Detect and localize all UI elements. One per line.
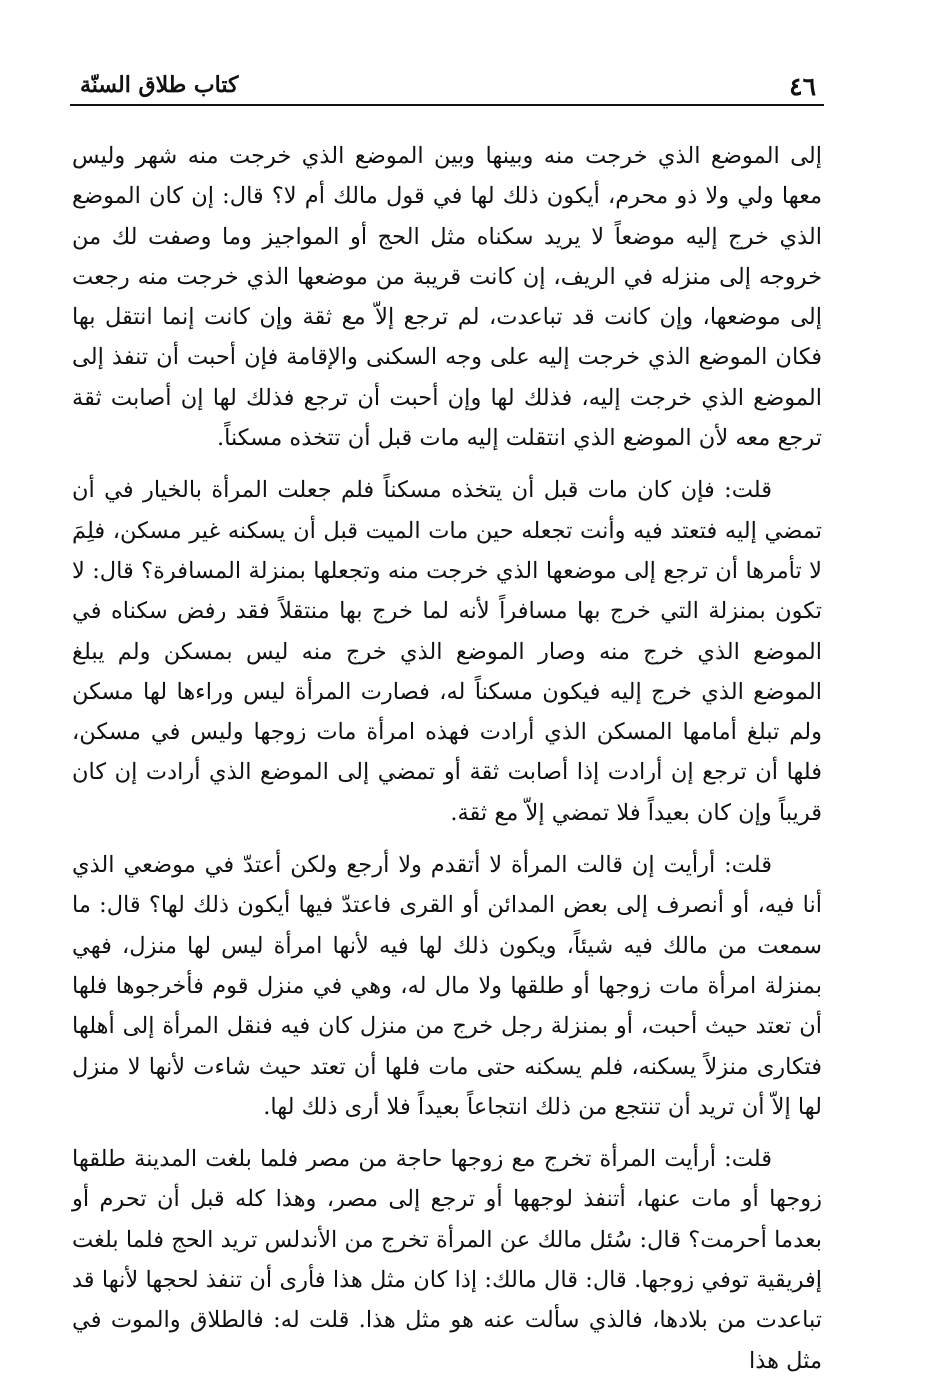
page-body bbox=[70, 136, 824, 1381]
paragraph: إلى الموضع الذي خرجت منه وبينها وبين الموضع الذي خرجت منه شهر وليس معها ولي ولا ذو محرم، أيكون ذلك لها في قول مالك أم لا؟ قال: إن كان الموضع الذي خرج إليه موضعاً لا يريد سكناه مثل الحج أو المواجيز وما وصفت لك من خروجه إلى منزله في الريف، إن كانت قريبة من موضعها الذي خرجت منه رجعت إلى موضعها، وإن كانت قد تباعدت، لم ترجع إلاّ مع ثقة وإن كانت إنما انتقل بها فكان الموضع الذي خرجت إليه على وجه السكنى والإقامة فإن أحبت أن تنفذ إلى الموضع الذي خرجت إليه، فذلك لها وإن أحبت أن ترجع فذلك لها إن أصابت ثقة ترجع معه لأن الموضع الذي انتقلت إليه مات قبل أن تتخذه مسكناً. bbox=[72, 143, 822, 452]
page-header bbox=[70, 56, 824, 106]
paragraph: قلت: أرأيت المرأة تخرج مع زوجها حاجة من مصر فلما بلغت المدينة طلقها زوجها أو مات عنها، أتنفذ لوجهها أو ترجع إلى مصر، وهذا كله قبل أن تحرم أو بعدما أحرمت؟ قال: سُئل مالك عن المرأة تخرج من الأندلس تريد الحج فلما بلغت إفريقية توفي زوجها. قال: قال مالك: إذا كان مثل هذا فأرى أن تنفذ لحجها لأنها قد تباعدت من بلادها، فالذي سألت عنه هو مثل هذا. قلت له: فالطلاق والموت في مثل هذا bbox=[72, 1146, 822, 1374]
running-title: كتاب طلاق السنّة bbox=[80, 72, 239, 98]
page-number: ٤٦ bbox=[789, 72, 816, 101]
paragraph: قلت: فإن كان مات قبل أن يتخذه مسكناً فلم جعلت المرأة بالخيار في أن تمضي إليه فتعتد فيه وأنت تجعله حين مات الميت قبل أن يسكنه غير مسكن، فلِمَ لا تأمرها أن ترجع إلى موضعها الذي خرجت منه وتجعلها بمنزلة المسافرة؟ قال: لا تكون بمنزلة التي خرج بها مسافراً لأنه لما خرج بها منتقلاً فقد رفض سكناه في الموضع الذي خرج منه وصار الموضع الذي خرج منه ليس بمسكن ولم يبلغ الموضع الذي خرج إليه فيكون مسكناً له، فصارت المرأة ليس وراءها لها مسكن ولم تبلغ أمامها المسكن الذي أرادت فهذه امرأة مات زوجها وليس في مسكن، فلها أن ترجع إن أرادت إذا أصابت ثقة أو تمضي إلى الموضع الذي أرادت إن كان قريباً وإن كان بعيداً فلا تمضي إلاّ مع ثقة. bbox=[72, 477, 822, 826]
book-page bbox=[70, 56, 824, 1374]
paragraph: قلت: أرأيت إن قالت المرأة لا أتقدم ولا أرجع ولكن أعتدّ في موضعي الذي أنا فيه، أو أنصرف إلى بعض المدائن أو القرى فاعتدّ فيها أيكون ذلك لها؟ قال: ما سمعت من مالك فيه شيئاً، ويكون ذلك لها فيه لأنها امرأة ليس لها منزل، فهي بمنزلة امرأة مات زوجها أو طلقها ولا مال له، وهي في منزل قوم فأخرجوها فلها أن تعتد حيث أحبت، أو بمنزلة رجل خرج من منزل كان فيه فنقل المرأة إلى أهلها فتكارى منزلاً يسكنه، فلم يسكنه حتى مات فلها أن تعتد حيث شاءت لأنها لا منزل لها إلاّ أن تريد أن تنتجع من ذلك انتجاعاً بعيداً فلا أرى ذلك لها. bbox=[72, 852, 822, 1120]
